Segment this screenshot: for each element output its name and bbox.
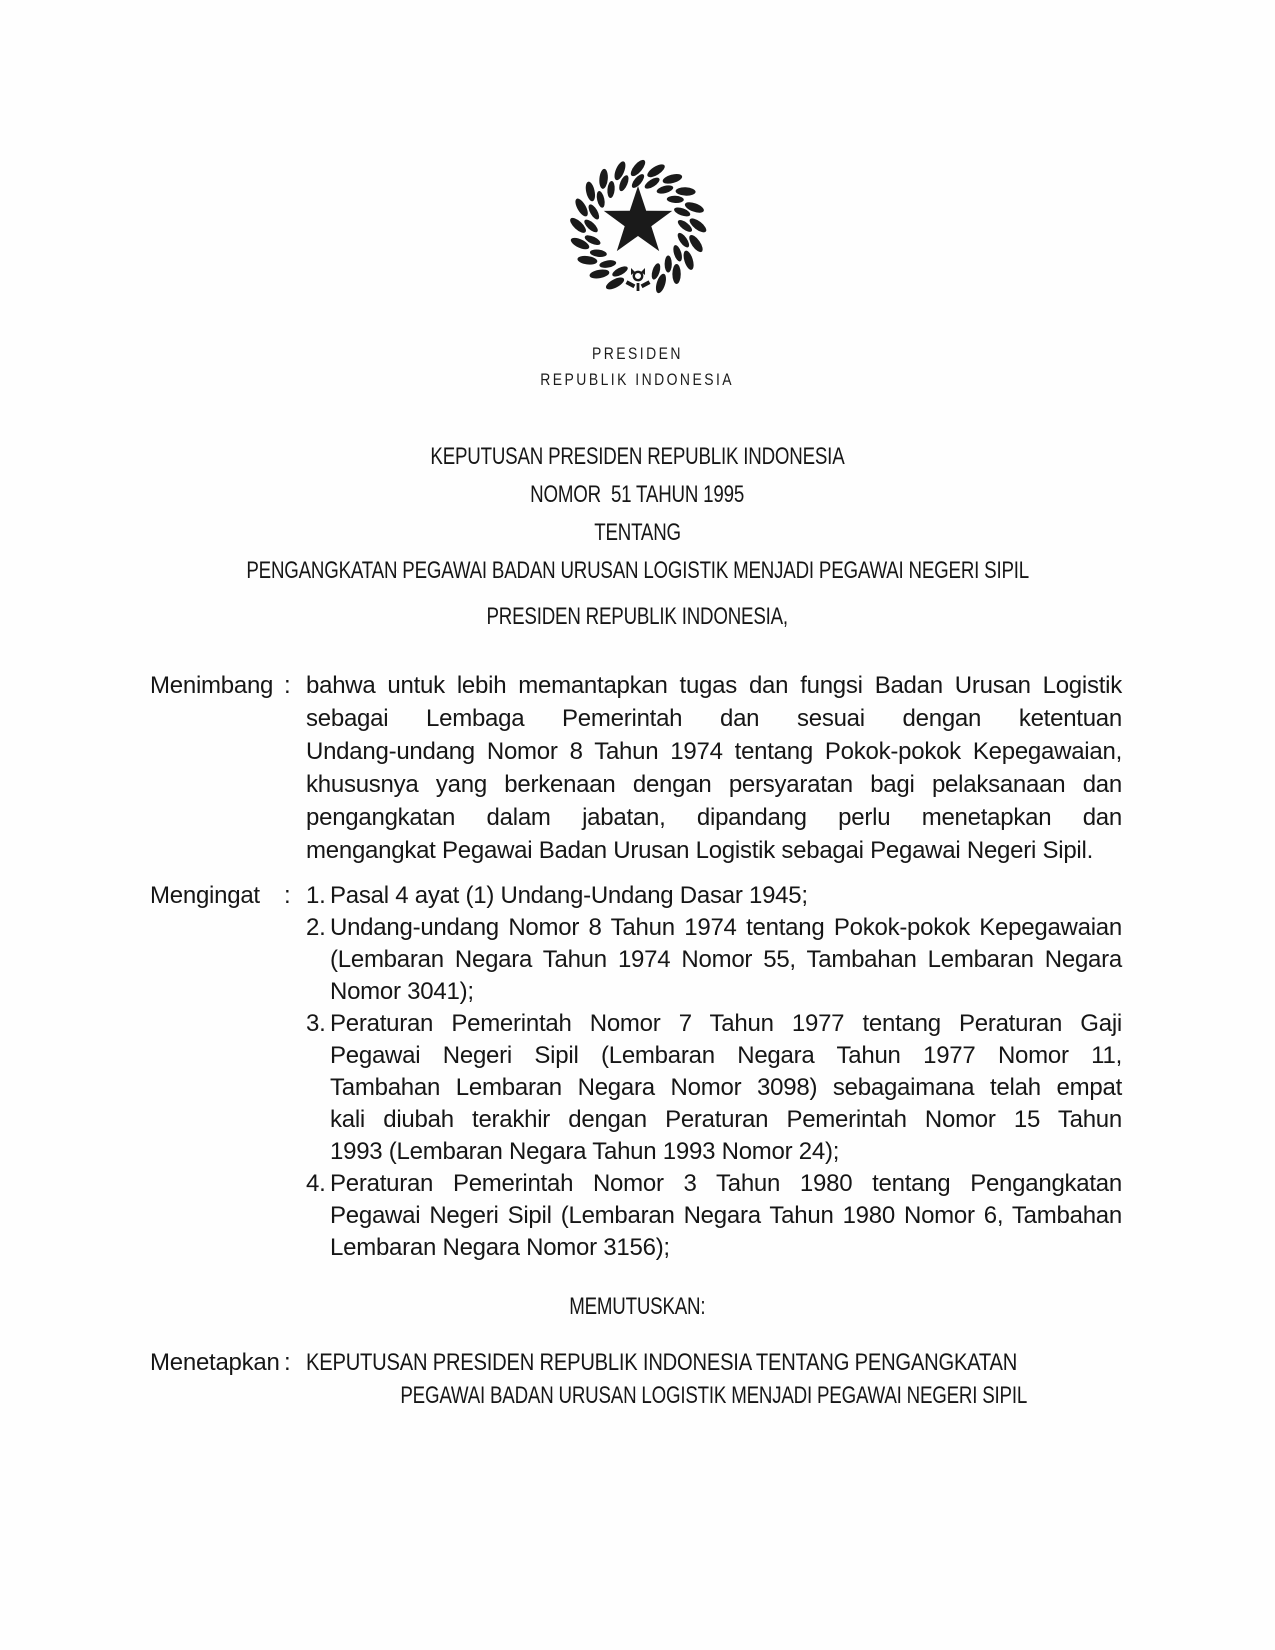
mengingat-item-line: Lembaran Negara Nomor 3156); <box>330 1234 670 1261</box>
emblem-caption <box>0 340 1275 392</box>
item-number: 4. <box>306 1170 326 1197</box>
menimbang-line: mengangkat Pegawai Badan Urusan Logistik sebagai Pegawai Negeri Sipil. <box>306 837 1093 864</box>
presidential-emblem <box>556 146 720 314</box>
decree-subject-line: PENGANGKATAN PEGAWAI BADAN URUSAN LOGISTIK MENJADI PEGAWAI NEGERI SIPIL <box>246 557 1029 584</box>
mengingat-item-line: Pegawai Negeri Sipil (Lembaran Negara Tahun 1980 Nomor 6, Tambahan <box>330 1202 1122 1229</box>
mengingat-item-line: Peraturan Pemerintah Nomor 7 Tahun 1977 tentang Peraturan Gaji <box>330 1010 1122 1037</box>
menetapkan-line: KEPUTUSAN PRESIDEN REPUBLIK INDONESIA TENTANG PENGANGKATAN <box>306 1349 1018 1376</box>
menimbang-line: khususnya yang berkenaan dengan persyaratan bagi pelaksanaan dan <box>306 771 1122 798</box>
emblem-caption-line1 <box>0 340 1275 366</box>
menimbang-clause <box>150 669 1122 867</box>
menimbang-line: bahwa untuk lebih memantapkan tugas dan fungsi Badan Urusan Logistik <box>306 672 1122 699</box>
mengingat-item-line: 1993 (Lembaran Negara Tahun 1993 Nomor 24); <box>330 1138 840 1165</box>
mengingat-item-line: Pasal 4 ayat (1) Undang-Undang Dasar 1945; <box>330 882 808 909</box>
menetapkan-line: PEGAWAI BADAN URUSAN LOGISTIK MENJADI PEGAWAI NEGERI SIPIL <box>400 1382 1028 1409</box>
decree-title-line1: KEPUTUSAN PRESIDEN REPUBLIK INDONESIA <box>430 443 845 470</box>
menimbang-body <box>306 669 1122 867</box>
mengingat-item-2 <box>306 912 1122 1008</box>
ribbon-clasp-icon <box>625 268 650 291</box>
memutuskan-heading: MEMUTUSKAN: <box>569 1293 706 1320</box>
emblem-caption-line2 <box>0 366 1275 392</box>
mengingat-item-line: kali diubah terakhir dengan Peraturan Pemerintah Nomor 15 Tahun <box>330 1106 1122 1133</box>
decree-number-line: NOMOR 51 TAHUN 1995 <box>530 481 745 508</box>
menetapkan-colon: : <box>284 1349 291 1376</box>
mengingat-body <box>306 880 1122 1264</box>
menetapkan-label: Menetapkan <box>150 1349 280 1376</box>
mengingat-item-line: Pegawai Negeri Sipil (Lembaran Negara Tahun 1977 Nomor 11, <box>330 1042 1122 1069</box>
mengingat-item-line: (Lembaran Negara Tahun 1974 Nomor 55, Tambahan Lembaran Negara <box>330 946 1122 973</box>
menimbang-line: Undang-undang Nomor 8 Tahun 1974 tentang Pokok-pokok Kepegawaian, <box>306 738 1122 765</box>
menimbang-colon: : <box>284 672 291 699</box>
mengingat-item-line: Undang-undang Nomor 8 Tahun 1974 tentang Pokok-pokok Kepegawaian <box>330 914 1122 941</box>
mengingat-item-line: Peraturan Pemerintah Nomor 3 Tahun 1980 tentang Pengangkatan <box>330 1170 1122 1197</box>
mengingat-item-line: Tambahan Lembaran Negara Nomor 3098) sebagaimana telah empat <box>330 1074 1122 1101</box>
mengingat-item-1 <box>306 880 1122 912</box>
star-wreath-emblem-icon <box>556 146 720 314</box>
mengingat-colon: : <box>284 882 291 909</box>
item-number: 1. <box>306 882 326 909</box>
emblem-caption-presiden: PRESIDEN <box>592 344 683 363</box>
mengingat-item-line: Nomor 3041); <box>330 978 474 1005</box>
emblem-caption-republik-indonesia: REPUBLIK INDONESIA <box>540 370 735 389</box>
mengingat-item-4 <box>306 1168 1122 1264</box>
decree-tentang-line: TENTANG <box>594 519 681 546</box>
item-number: 3. <box>306 1010 326 1037</box>
menimbang-line: sebagai Lembaga Pemerintah dan sesuai dengan ketentuan <box>306 705 1122 732</box>
mengingat-item-3 <box>306 1008 1122 1168</box>
star-icon <box>603 186 671 251</box>
menetapkan-body <box>306 1346 1122 1412</box>
opening-heading: PRESIDEN REPUBLIK INDONESIA, <box>486 603 789 630</box>
menimbang-line: pengangkatan dalam jabatan, dipandang perlu menetapkan dan <box>306 804 1122 831</box>
item-number: 2. <box>306 914 326 941</box>
mengingat-label: Mengingat <box>150 882 260 909</box>
mengingat-clause <box>150 880 1122 1264</box>
decree-title-block <box>0 438 1275 590</box>
menimbang-label: Menimbang <box>150 672 274 699</box>
menetapkan-clause <box>150 1346 1122 1412</box>
